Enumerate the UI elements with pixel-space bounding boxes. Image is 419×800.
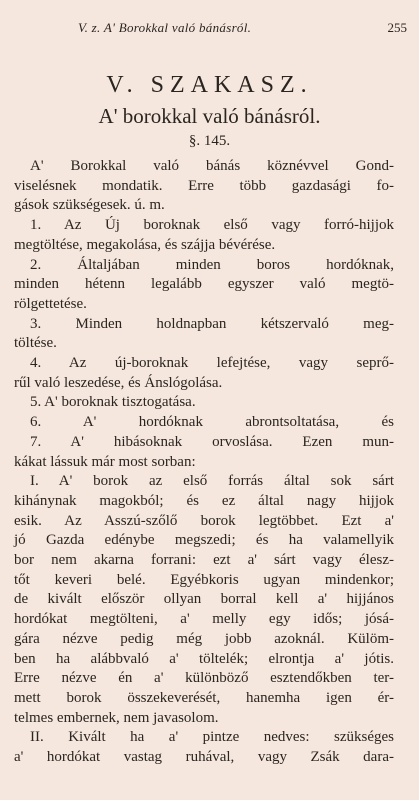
text-line: 4. Az új-boroknak lefejtése, vagy seprő- [30,355,394,372]
section-number: §. 145. [188,133,231,149]
text-line: gások szükségesek. ú. m. [14,197,165,214]
text-line: de kivált először ollyan borral kell a' hijjános [14,591,394,608]
text-line: telmes embernek, nem javasolom. [14,709,219,726]
chapter-subtitle: A' borokkal való bánásról. [98,104,321,128]
text-line: 2. Általjában minden boros hordóknak, [30,256,394,273]
text-line: minden hétenn legalább egyszer való megtö- [14,276,394,293]
text-line: A' Borokkal való bánás köznévvel Gond- [30,158,394,174]
body-text [14,157,394,768]
text-line: hordókat megtölteni, a' melly egy idős; jósá- [14,611,394,628]
running-title: V. z. A' Borokkal való bánásról. [78,20,252,35]
text-line: I. A' borok az első forrás által sok sárt [30,473,394,490]
text-line: 3. Minden holdnapban kétszervaló meg- [30,315,394,332]
text-line: 6. A' hordóknak abrontsoltatása, és [30,414,394,431]
chapter-heading: V. SZAKASZ. [106,72,313,98]
text-line: ben ha alábbvaló a' töltelék; elrontja a' jótis. [14,650,394,667]
text-line: rűl való leszedése, és Ánslógolása. [14,374,223,391]
text-line: kákat lássuk már most sorban: [14,453,196,470]
text-line: bor nem akarna forrani: ezt a' sárt vagy élesz- [14,552,394,569]
text-line: II. Kivált ha a' pintze nedves: szükséges [30,729,394,746]
running-head [0,20,419,42]
text-line: 5. A' boroknak tisztogatása. [30,394,196,411]
text-line: töltése. [14,335,57,352]
text-line: 1. Az Új boroknak első vagy forró-hijjok [30,217,394,234]
text-line: 7. A' hibásoknak orvoslása. Ezen mun- [30,433,394,450]
text-line: gára nézve pedig még jobb azoknál. Külöm- [14,630,394,647]
text-line: tőt keveri belé. Egyébkoris ugyan mindenkor; [14,571,394,588]
text-line: Erre nézve én a' különböző esztendőkben ter- [14,670,394,687]
page-number: 255 [387,20,407,35]
text-line: a' hordókat vastag ruhával, vagy Zsák dara- [14,749,394,766]
text-line: jó Gazda edénybe megszedi; és ha valamellyik [14,532,394,549]
text-line: rölgettetése. [14,295,87,312]
text-line: megtöltése, megakolása, és szájja bévérése. [14,236,276,253]
text-line: viselésnek mondatik. Erre több gazdasági fo- [14,177,394,194]
text-line: mett borok összekeverését, hanemha igen ér- [14,689,394,706]
text-line: esik. Az Asszú-szőlő borok legtöbbet. Ezt a' [14,512,394,529]
text-line: kihánynak magokból; és ez által nagy hijjok [14,492,394,509]
